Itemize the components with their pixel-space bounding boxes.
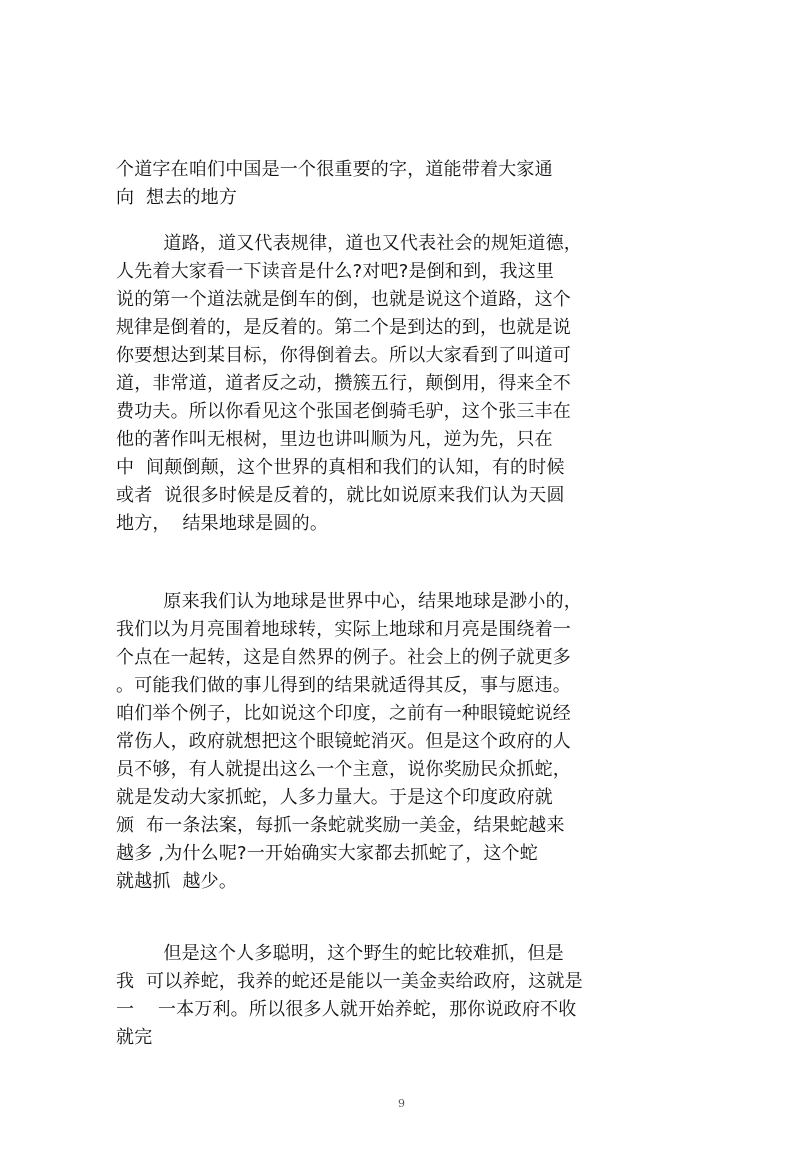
text-line: 或者 说很多时候是反着的，就比如说原来我们认为天圆 — [116, 485, 565, 506]
text-line: 但是这个人多聪明，这个野生的蛇比较难抓，但是 — [116, 943, 564, 964]
page-number: 9 — [398, 1097, 405, 1110]
text-line: 原来我们认为地球是世界中心，结果地球是渺小的， — [116, 591, 582, 612]
paragraph-4 — [116, 940, 656, 1052]
text-line: 你要想达到某目标，你得倒着去。所以大家看到了叫道可 — [116, 345, 571, 366]
paragraph-2 — [116, 230, 656, 538]
text-line: 就完 — [116, 1027, 153, 1048]
text-line: 一 一本万利。所以很多人就开始养蛇，那你说政府不收 — [116, 999, 577, 1020]
text-line: 个道字在咱们中国是一个很重要的字，道能带着大家通 — [116, 159, 553, 180]
text-line: 说的第一个道法就是倒车的倒，也就是说这个道路，这个 — [116, 289, 571, 310]
text-line: 常伤人，政府就想把这个眼镜蛇消灭。但是这个政府的人 — [116, 731, 571, 752]
text-line: 人先着大家看一下读音是什么?对吧?是倒和到，我这里 — [116, 261, 555, 282]
text-line: 费功夫。所以你看见这个张国老倒骑毛驴，这个张三丰在 — [116, 401, 571, 422]
text-line: 。可能我们做的事儿得到的结果就适得其反，事与愿违。 — [116, 675, 571, 696]
text-line: 道路，道又代表规律，道也又代表社会的规矩道德， — [116, 233, 582, 254]
text-line: 就是发动大家抓蛇，人多力量大。于是这个印度政府就 — [116, 787, 553, 808]
text-line: 越多 ,为什么呢?一开始确实大家都去抓蛇了，这个蛇 — [116, 843, 538, 864]
text-line: 规律是倒着的，是反着的。第二个是到达的到，也就是说 — [116, 317, 571, 338]
text-line: 道，非常道，道者反之动，攒簇五行，颠倒用，得来全不 — [116, 373, 571, 394]
text-line: 就越抓 越少。 — [116, 871, 238, 892]
paragraph-3 — [116, 588, 656, 896]
text-line: 我 可以养蛇，我养的蛇还是能以一美金卖给政府，这就是 — [116, 971, 583, 992]
text-line: 他的著作叫无根树，里边也讲叫顺为凡，逆为先，只在 — [116, 429, 553, 450]
text-line: 员不够，有人就提出这么一个主意，说你奖励民众抓蛇， — [116, 759, 571, 780]
paragraph-1 — [116, 156, 656, 212]
text-line: 我们以为月亮围着地球转，实际上地球和月亮是围绕着一 — [116, 619, 571, 640]
text-line: 向 想去的地方 — [116, 187, 238, 208]
text-line: 咱们举个例子，比如说这个印度，之前有一种眼镜蛇说经 — [116, 703, 571, 724]
text-line: 中 间颠倒颠，这个世界的真相和我们的认知，有的时候 — [116, 457, 565, 478]
text-line: 个点在一起转，这是自然界的例子。社会上的例子就更多 — [116, 647, 571, 668]
text-line: 颁 布一条法案，每抓一条蛇就奖励一美金，结果蛇越来 — [116, 815, 565, 836]
text-line: 地方， 结果地球是圆的。 — [116, 513, 329, 534]
